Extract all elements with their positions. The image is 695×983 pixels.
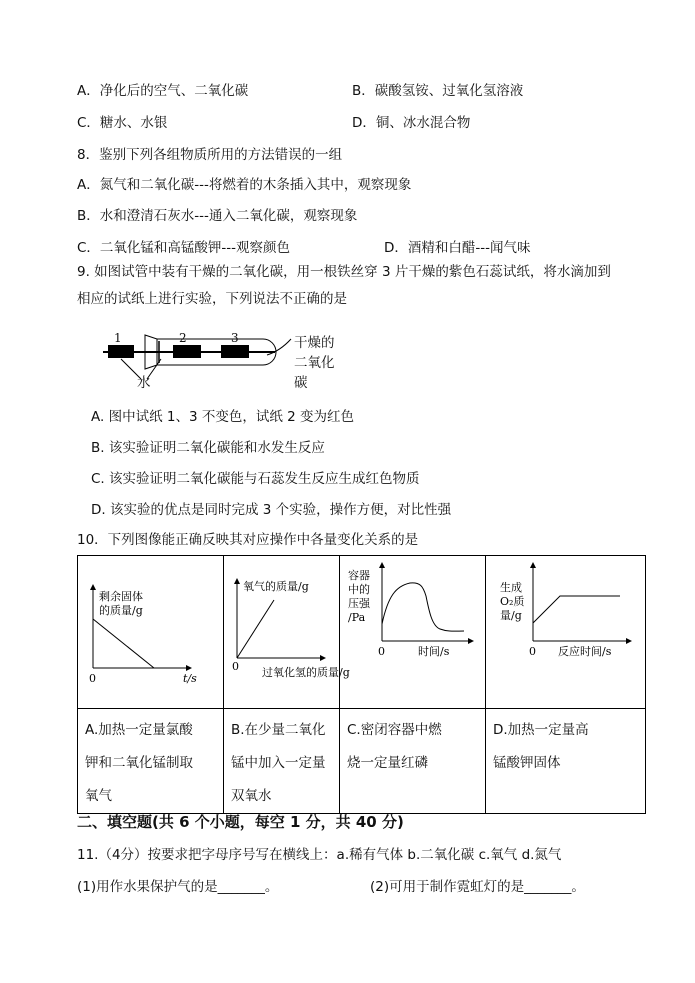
graph-b (224, 556, 350, 704)
section-title: 二、填空题(共 6 个小题，每空 1 分，共 40 分) (77, 813, 404, 831)
q10-option-d: D.加热一定量高锰酸钾固体 (493, 722, 589, 771)
q10-option-a: A.加热一定量氯酸钾和二氧化锰制取氧气 (85, 722, 193, 804)
graph-d-x-arrow (626, 638, 632, 644)
graph-a-y-arrow (90, 584, 96, 590)
q11-part2: (2)可用于制作霓虹灯的是_______。 (370, 879, 585, 895)
graph-c-x-arrow (468, 638, 474, 644)
graph-a (78, 556, 223, 704)
graph-cell-a (78, 556, 224, 709)
graph-c-y-arrow (379, 562, 385, 568)
test-tube-diagram (95, 325, 355, 395)
q10-option-a-cell (78, 709, 224, 814)
q10-option-c-cell (340, 709, 486, 814)
graph-c (340, 556, 485, 704)
label-co2-2: 碳 (294, 375, 308, 391)
graph-b-y-arrow (234, 578, 240, 584)
graph-b-curve (237, 600, 274, 658)
graph-c-ylabel-4: /Pa (348, 611, 366, 624)
q10-option-b: B.在少量二氧化锰中加入一定量双氧水 (231, 722, 326, 804)
label-water: 水 (137, 375, 151, 391)
label-co2-1: 二氧化 (294, 355, 335, 371)
label-paper-1: 1 (114, 331, 122, 345)
q9-option-b: B. 该实验证明二氧化碳能和水发生反应 (91, 440, 325, 456)
q10-graph-table (77, 555, 646, 814)
q11-stem: 11.（4分）按要求把字母序号写在横线上：a.稀有气体 b.二氧化碳 c.氧气 d.氮气 (77, 847, 562, 863)
graph-c-xlabel: 时间/s (418, 645, 450, 658)
q9-option-d: D. 该实验的优点是同时完成 3 个实验，操作方便，对比性强 (91, 502, 452, 518)
graph-d-xlabel: 反应时间/s (558, 645, 612, 658)
graph-a-ylabel-1: 剩余固体 (99, 590, 143, 603)
q9-option-a: A. 图中试纸 1、3 不变色，试纸 2 变为红色 (91, 409, 355, 425)
graph-d-y-arrow (530, 562, 536, 568)
q8-option-a: A．氮气和二氧化碳---将燃着的木条插入其中，观察现象 (77, 177, 412, 193)
graph-d-ylabel-3: 量/g (500, 609, 522, 622)
label-dry: 干燥的 (294, 335, 335, 351)
graph-a-x-arrow (186, 665, 192, 671)
graph-c-ylabel-2: 中的 (348, 583, 370, 596)
q7-option-c: C．糖水、水银 (77, 115, 168, 131)
graph-cell-c (340, 556, 486, 709)
q8-option-b: B．水和澄清石灰水---通入二氧化碳，观察现象 (77, 208, 358, 224)
q10-stem: 10．下列图像能正确反映其对应操作中各量变化关系的是 (77, 532, 419, 548)
graph-b-origin: 0 (232, 660, 239, 673)
label-paper-3: 3 (231, 331, 239, 345)
q9-stem-line2: 相应的试纸上进行实验，下列说法不正确的是 (77, 291, 347, 307)
graph-c-ylabel-1: 容器 (348, 569, 370, 582)
graph-cell-b (224, 556, 350, 709)
q9-stem-line1: 9. 如图试管中装有干燥的二氧化碳，用一根铁丝穿 3 片干燥的紫色石蕊试纸，将水滴加到 (77, 264, 611, 280)
q9-option-c: C. 该实验证明二氧化碳能与石蕊发生反应生成红色物质 (91, 471, 420, 487)
graph-c-ylabel-3: 压强 (348, 597, 370, 610)
q8-stem: 8．鉴别下列各组物质所用的方法错误的一组 (77, 147, 343, 163)
graph-a-origin: 0 (89, 672, 96, 685)
graph-a-xlabel: t/s (183, 672, 197, 685)
graph-b-x-arrow (320, 655, 326, 661)
label-paper-2: 2 (179, 331, 187, 345)
q10-option-c: C.密闭容器中燃烧一定量红磷 (347, 722, 442, 771)
graph-c-origin: 0 (378, 645, 385, 658)
graph-d-ylabel-1: 生成 (500, 581, 522, 594)
graph-b-ylabel: 氧气的质量/g (243, 580, 309, 593)
graph-d-ylabel-2: O₂质 (500, 595, 525, 608)
q8-option-c: C．二氧化锰和高锰酸钾---观察颜色 (77, 240, 291, 256)
graph-d-origin: 0 (529, 645, 536, 658)
graph-a-ylabel-2: 的质量/g (99, 604, 143, 617)
q7-option-a: A．净化后的空气、二氧化碳 (77, 83, 249, 99)
test-paper-2 (173, 345, 201, 358)
graph-a-curve (93, 619, 154, 668)
q10-option-d-cell (486, 709, 646, 814)
graph-b-xlabel: 过氧化氢的质量/g (262, 666, 350, 679)
q8-option-d: D．酒精和白醋---闻气味 (384, 240, 531, 256)
q7-option-b: B．碳酸氢铵、过氧化氢溶液 (352, 83, 524, 99)
q7-option-d: D．铜、冰水混合物 (352, 115, 471, 131)
q11-part1: (1)用作水果保护气的是_______。 (77, 879, 279, 895)
q10-option-b-cell (224, 709, 340, 814)
graph-d (486, 556, 645, 704)
graph-cell-d (486, 556, 646, 709)
graph-d-curve (533, 596, 620, 623)
graph-c-curve (382, 583, 464, 631)
